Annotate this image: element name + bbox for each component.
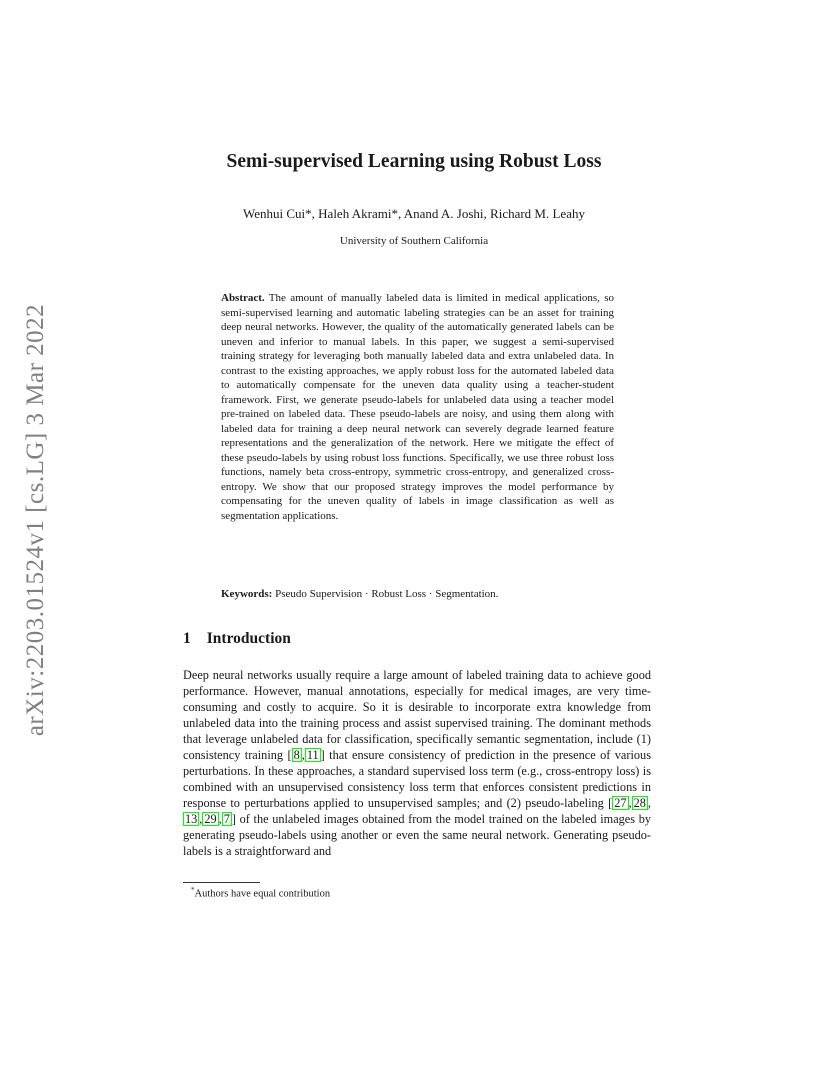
keywords	[221, 588, 621, 600]
citation-link[interactable]: 13	[185, 812, 198, 826]
citation-link[interactable]: 8	[293, 748, 300, 762]
keywords-label: Keywords:	[221, 588, 273, 600]
citation-link[interactable]: 28	[633, 796, 646, 810]
footnote-text: Authors have equal contribution	[194, 888, 331, 900]
section-title: Introduction	[206, 630, 291, 647]
author-list: Wenhui Cui*, Haleh Akrami*, Anand A. Joshi, Richard M. Leahy	[243, 206, 585, 221]
footnote-rule	[183, 882, 260, 883]
arxiv-identifier	[16, 290, 56, 750]
footnote-marker: *	[191, 886, 195, 894]
citation-link[interactable]: 7	[223, 812, 230, 826]
arxiv-identifier-text: arXiv:2203.01524v1 [cs.LG] 3 Mar 2022	[22, 303, 49, 737]
intro-text-part1: Deep neural networks usually require a large amount of labeled training data to achieve good performance. However, manual annotations, especially for medical images, are very time-consuming and costly to acquire. So it is desirable to incorporate extra knowledge from unlabeled data into the training process and assist supervised training. The dominant methods that leverage unlabeled data for classification, specifically semantic segmentation, include (1) consistency training	[183, 668, 651, 762]
intro-text-part2: that ensure consistency of prediction in the presence of various perturbations. In these approaches, a standard supervised loss term (e.g., cross-entropy loss) is combined with an unsupervised consistency loss term that enforces consistent predictions in response to perturbations applied to unsupervised samples; and (2) pseudo-labeling	[183, 748, 651, 810]
introduction-paragraph: Deep neural networks usually require a large amount of labeled training data to achieve good performance. However, manual annotations, especially for medical images, are very time-consuming and costly to acquire. So it is desirable to incorporate extra knowledge from unlabeled data into the training process and assist supervised training. The dominant methods that leverage unlabeled data for classification, specifically semantic segmentation, include (1) consistency training [ 8 , 11 ] that ensure consistency of prediction in the presence of various perturbations. In these approaches, a standard supervised loss term (e.g., cross-entropy loss) is combined with an unsupervised consistency loss term that enforces consistent predictions in response to perturbations applied to unsupervised samples; and (2) pseudo-labeling [ 27 , 28 ,13 , 29 , 7 ] of the unlabeled images obtained from the model trained on the labeled images by generating pseudo-labels using another or even the same neural network. Generating pseudo-labels is a straightforward and	[183, 668, 651, 858]
citation-link[interactable]: 11	[306, 748, 319, 762]
affiliation: University of Southern California	[339, 235, 489, 247]
abstract-text: The amount of manually labeled data is limited in medical applications, so semi-supervised learning and automatic labeling strategies can be an asset for training deep neural networks. However, the quality of the automatically generated labels can be uneven and inferior to manual labels. In this paper, we suggest a semi-supervised training strategy for leveraging both manually labeled data and extra unlabeled data. In contrast to the existing approaches, we apply robust loss for the automated labeled data to automatically compensate for the uneven data quality using a teacher-student framework. First, we generate pseudo-labels for unlabeled data using a teacher model pre-trained on labeled data. These pseudo-labels are noisy, and using them along with labeled data for training a deep neural network can severely degrade learned feature representations and the generalization of the network. Here we mitigate the effect of these pseudo-labels by using robust loss functions. Specifically, we use three robust loss functions, namely beta cross-entropy, symmetric cross-entropy, and generalized cross-entropy. We show that our proposed strategy improves the model performance by compensating for the uneven quality of labels in image classification as well as segmentation applications.	[221, 292, 614, 522]
paper-title: Semi-supervised Learning using Robust Loss	[226, 151, 602, 172]
citation-link[interactable]: 29	[204, 812, 217, 826]
abstract	[221, 291, 614, 523]
abstract-label: Abstract.	[221, 292, 265, 304]
keywords-text: Pseudo Supervision · Robust Loss · Segmentation.	[275, 588, 499, 600]
intro-text-part3: of the unlabeled images obtained from the model trained on the labeled images by generating pseudo-labels using another or even the same neural network. Generating pseudo-labels is a straightforward and	[183, 812, 651, 858]
footnote	[191, 886, 330, 900]
citation-link[interactable]: 27	[614, 796, 627, 810]
section-number: 1	[183, 630, 191, 647]
section-heading	[183, 630, 291, 648]
